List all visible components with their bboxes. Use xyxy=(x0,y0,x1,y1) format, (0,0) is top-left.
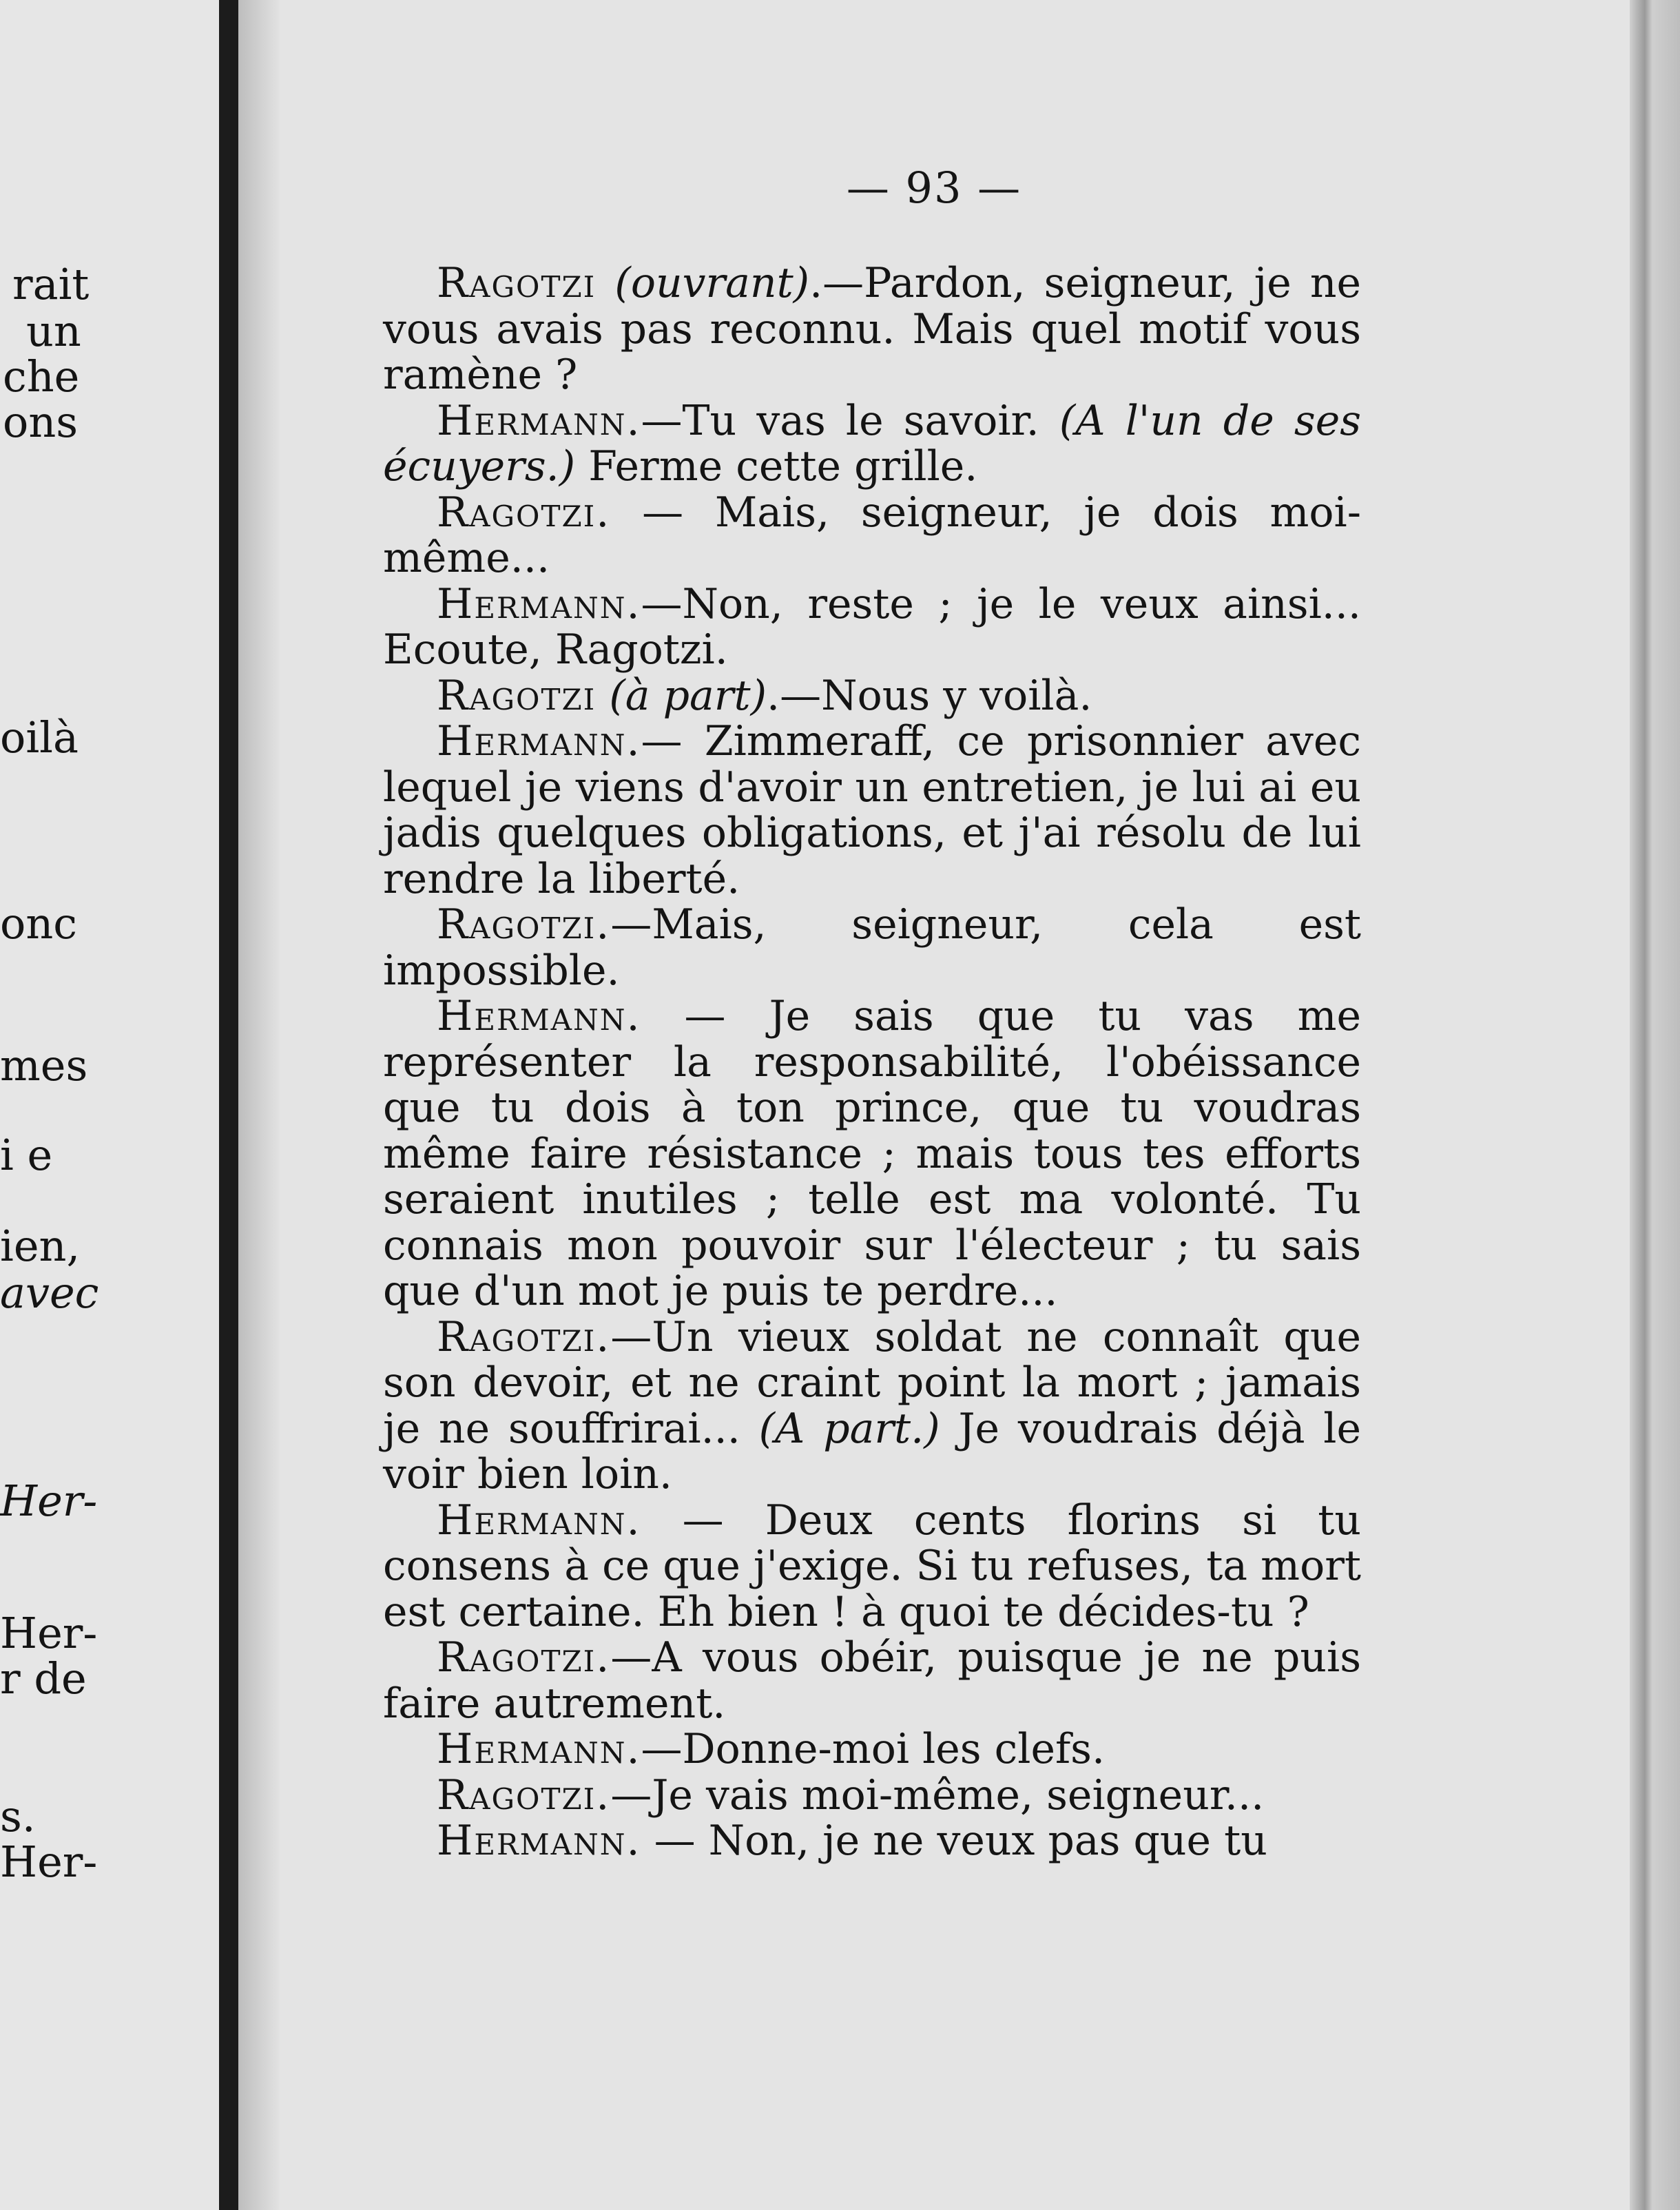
speaker-name: Hermann. xyxy=(437,717,641,765)
left-page-fragment xyxy=(0,0,227,2210)
dialogue-paragraph xyxy=(383,490,1361,581)
separator: — xyxy=(641,1817,709,1865)
left-fragment: oilà xyxy=(0,712,79,763)
stage-direction: (à part) xyxy=(609,671,767,720)
dialogue-paragraph xyxy=(383,673,1361,719)
dialogue-paragraph xyxy=(383,1818,1361,1864)
dialogue-paragraph xyxy=(383,1726,1361,1773)
left-fragment: mes xyxy=(0,1040,88,1091)
left-fragment: s. xyxy=(0,1791,36,1841)
separator: — xyxy=(641,717,705,765)
left-fragment: ien, xyxy=(0,1221,81,1271)
left-fragment: r de xyxy=(0,1653,87,1704)
speaker-name: Ragotzi. xyxy=(437,1633,611,1682)
dialogue-paragraph xyxy=(383,398,1361,490)
speaker-name: Hermann. xyxy=(437,1725,641,1773)
page-number: — 93 — xyxy=(846,163,1022,213)
dialogue-paragraph xyxy=(383,1770,1361,1819)
speech-text: Ferme cette grille. xyxy=(575,442,978,490)
speaker-name: Ragotzi. xyxy=(437,488,611,537)
left-fragment: Her- xyxy=(0,1608,98,1658)
dialogue-paragraph xyxy=(383,1498,1361,1635)
speaker-name: Hermann. xyxy=(437,1496,641,1545)
speech-text: Non, je ne veux pas que tu xyxy=(708,1817,1267,1865)
speech-text: Non, reste ; je le veux ainsi... Ecoute, Ragotzi. xyxy=(383,579,1361,674)
left-fragment: Her- xyxy=(0,1837,98,1887)
speaker-name: Hermann. xyxy=(437,992,641,1040)
separator: — xyxy=(610,1770,652,1819)
dialogue-paragraph xyxy=(383,902,1361,993)
speaker-name: Ragotzi xyxy=(437,671,597,720)
speech-text: Mais, seigneur, cela est impossible. xyxy=(383,900,1361,995)
speech-text: A vous obéir, puisque je ne puis faire autrement. xyxy=(383,1633,1361,1728)
dialogue-paragraph xyxy=(383,1635,1361,1726)
speech-text: Zimmeraff, ce prisonnier avec lequel je viens d'avoir un entretien, je lui ai eu jadis quelques obligations, et j'ai résolu de lui rendre la liberté. xyxy=(383,717,1361,903)
dialogue-paragraph xyxy=(383,260,1361,398)
speech-text: Deux cents florins si tu consens à ce que j'exige. Si tu refuses, ta mort est certaine. Eh bien ! à quoi te décides-tu ? xyxy=(383,1496,1361,1636)
gutter-shadow xyxy=(238,0,280,2210)
speech-text: Je vais moi-même, seigneur... xyxy=(652,1770,1265,1819)
left-fragment: onc xyxy=(0,898,77,949)
dialogue-paragraph xyxy=(383,1314,1361,1498)
separator: — xyxy=(610,1312,652,1361)
separator: — xyxy=(641,579,683,628)
stage-direction: (A part.) xyxy=(758,1404,940,1453)
left-fragment: che xyxy=(3,351,80,402)
left-fragment: Her- xyxy=(0,1476,98,1526)
speech-text: Tu vas le savoir. xyxy=(682,396,1059,445)
separator: — xyxy=(641,396,683,445)
speech-text: Pardon, seigneur, je ne vous avais pas reconnu. Mais quel motif vous ramène ? xyxy=(383,259,1361,399)
speaker-name: Ragotzi. xyxy=(437,1770,611,1819)
speech-text: Un vieux soldat ne connaît que son devoir, et ne craint point la mort ; jamais je ne souffrirai... xyxy=(383,1312,1361,1453)
speech-text: Nous y voilà. xyxy=(821,671,1092,720)
stage-direction: (A l'un de ses écuyers.) xyxy=(383,396,1361,490)
dialogue-paragraph xyxy=(383,581,1361,673)
left-fragment: ons xyxy=(3,397,79,447)
speaker-name: Hermann. xyxy=(437,396,641,445)
separator: — xyxy=(610,900,652,949)
separator: .— xyxy=(809,259,864,307)
book-gutter xyxy=(219,0,238,2210)
speech-text: Je voudrais déjà le voir bien loin. xyxy=(383,1404,1361,1498)
separator: — xyxy=(610,1633,652,1682)
separator: — xyxy=(641,1725,683,1773)
speaker-name: Ragotzi xyxy=(437,259,597,307)
left-fragment: un xyxy=(26,306,81,356)
left-fragment: avec xyxy=(0,1268,99,1318)
speaker-name: Ragotzi. xyxy=(437,900,611,949)
left-fragment: rait xyxy=(12,259,90,309)
speaker-name: Hermann. xyxy=(437,579,641,628)
speaker-name: Hermann. xyxy=(437,1817,641,1865)
speech-text: Mais, seigneur, je dois moi-même... xyxy=(383,488,1361,582)
speech-text: Donne-moi les clefs. xyxy=(682,1725,1106,1773)
speech-text: Je sais que tu vas me représenter la responsabilité, l'obéissance que tu dois à ton prince, que tu voudras même faire résistance ; mais tous tes efforts seraient inutiles ; telle est ma volonté. Tu connais mon pouvoir sur l'électeur ; tu sais que d'un mot je puis te perdre... xyxy=(383,992,1361,1315)
stage-direction: (ouvrant) xyxy=(614,259,810,307)
separator: — xyxy=(641,992,769,1040)
left-fragment: i e xyxy=(0,1130,53,1180)
speaker-name: Ragotzi. xyxy=(437,1312,611,1361)
separator: — xyxy=(610,488,715,537)
dialogue-paragraph xyxy=(383,719,1361,902)
page-edge xyxy=(1630,0,1680,2210)
separator: .— xyxy=(767,671,822,720)
dialogue-text xyxy=(383,260,1361,1864)
dialogue-paragraph xyxy=(383,993,1361,1314)
separator: — xyxy=(641,1496,765,1545)
